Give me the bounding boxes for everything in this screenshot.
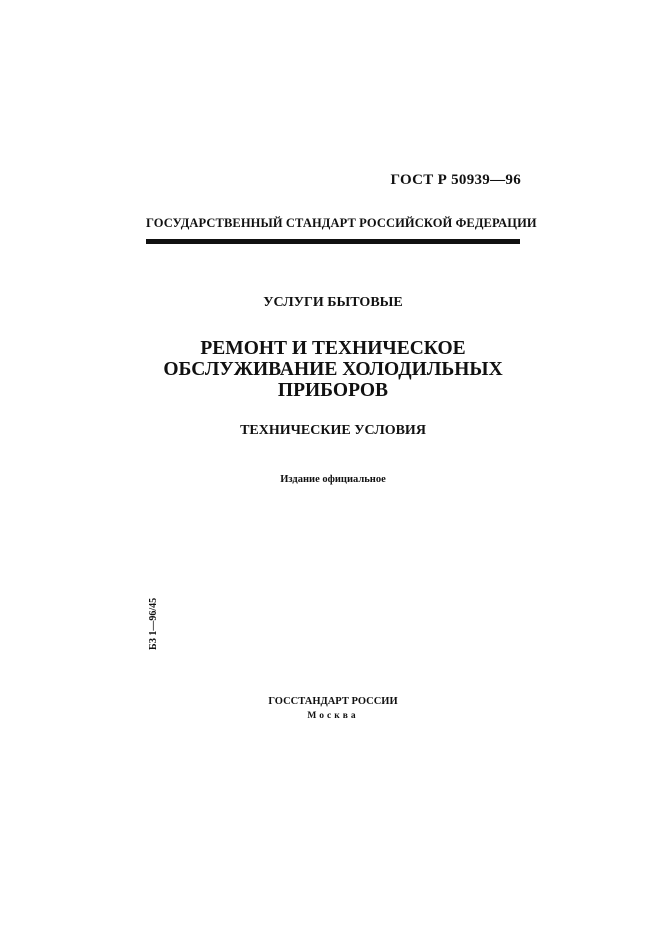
publisher: ГОССТАНДАРТ РОССИИ xyxy=(268,696,398,707)
title-line: ОБСЛУЖИВАНИЕ ХОЛОДИЛЬНЫХ xyxy=(163,359,503,380)
document-title xyxy=(126,338,540,401)
title-line: ПРИБОРОВ xyxy=(277,380,389,401)
category-heading: УСЛУГИ БЫТОВЫЕ xyxy=(263,295,403,310)
header-divider xyxy=(146,239,520,244)
document-subtitle: ТЕХНИЧЕСКИЕ УСЛОВИЯ xyxy=(240,423,426,438)
edition-note: Издание официальное xyxy=(280,474,386,485)
title-line: РЕМОНТ И ТЕХНИЧЕСКОЕ xyxy=(200,338,466,359)
side-code: БЗ 1—96/45 xyxy=(148,597,159,650)
document-number: ГОСТ Р 50939—96 xyxy=(390,172,521,188)
publication-city: Москва xyxy=(307,711,359,721)
standard-type-heading: ГОСУДАРСТВЕННЫЙ СТАНДАРТ РОССИЙСКОЙ ФЕДЕРАЦИИ xyxy=(146,216,537,230)
